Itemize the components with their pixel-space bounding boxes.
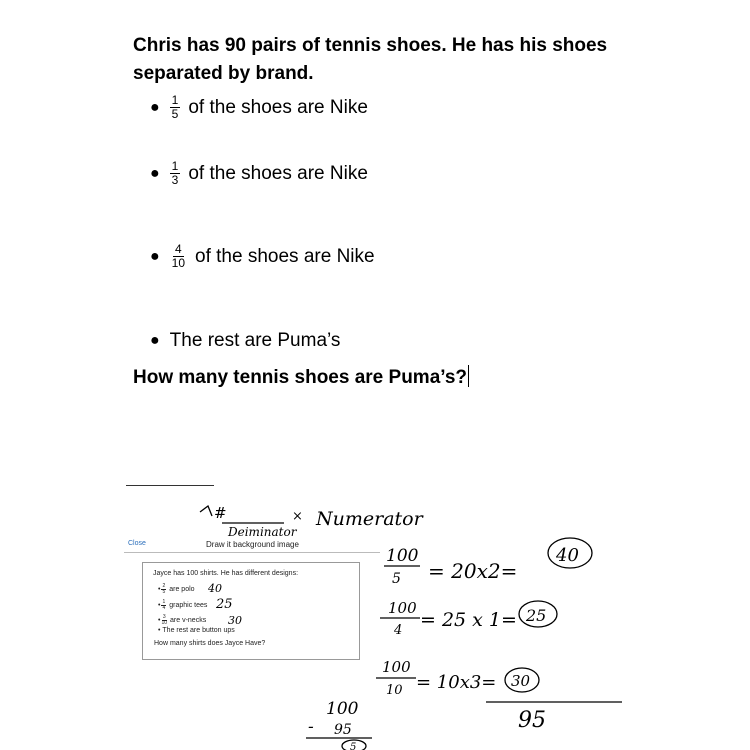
ink-answer: 30 (511, 672, 531, 690)
ink-answer: 40 (208, 582, 222, 595)
bullet-icon: • (158, 627, 161, 634)
ink-scribble (200, 506, 212, 516)
mini-title: Jayce has 100 shirts. He has different designs: (153, 570, 299, 577)
mini-question: How many shirts does Jayce Have? (154, 640, 266, 647)
problem-title: Chris has 90 pairs of tennis shoes. He has his shoes separated by brand. (133, 35, 608, 84)
fraction: $\frac{1}{3}$ (171, 159, 179, 187)
ink-denominator: 10 (386, 683, 403, 698)
fraction: 2 5 (162, 583, 166, 595)
question-text[interactable]: How many tennis shoes are Puma’s? (133, 367, 468, 388)
ink-equation: = 10x3= (416, 672, 497, 693)
bullet-icon: ● (150, 247, 160, 265)
ink-numerator: 100 (382, 658, 411, 676)
fraction: $\frac{4}{10}$ (171, 242, 186, 270)
item-text: of the shoes are Nike (195, 245, 375, 267)
ink-sub-top: 100 (326, 699, 359, 719)
ink-sub-result: 5 (350, 742, 357, 750)
fraction: 1 4 (162, 599, 166, 611)
ink-equation: = 20x2= (428, 559, 518, 583)
ink-sum: 95 (518, 708, 546, 733)
ink-equation: = 25 x 1= (420, 609, 517, 631)
ink-numerator: Numerator (316, 508, 423, 530)
bullet-icon: ● (150, 164, 160, 182)
bullet-icon: • (158, 586, 161, 593)
ink-denominator: Deiminator (228, 525, 297, 539)
ink-minus: - (308, 717, 314, 737)
ink-answer: 40 (556, 545, 579, 566)
fraction: 3 10 (161, 614, 168, 626)
ink-hash: # (214, 504, 227, 522)
mini-list-item: • 2 5 are polo (158, 583, 195, 595)
ink-numerator: 100 (388, 599, 417, 617)
ink-denominator: 4 (394, 623, 403, 638)
panel-title: Draw it background image (206, 540, 299, 549)
ink-sub-bottom: 95 (334, 722, 352, 738)
mini-list-item: • The rest are button ups (158, 627, 235, 634)
item-text: The rest are Puma’s (169, 330, 341, 351)
fraction: $\frac{1}{5}$ (171, 93, 179, 121)
item-text: of the shoes are Nike (188, 162, 368, 184)
ink-answer: 25 (526, 606, 547, 625)
bullet-icon: ● (150, 332, 160, 349)
ink-denominator: 5 (392, 571, 401, 587)
ink-answer: 30 (228, 614, 242, 627)
close-link[interactable]: Close (128, 540, 146, 547)
bullet-icon: • (158, 617, 161, 624)
ink-numerator: 100 (386, 546, 419, 566)
mini-list-item: • 1 4 graphic tees (158, 599, 208, 611)
bullet-icon: • (158, 602, 161, 609)
ink-answer: 25 (216, 597, 233, 612)
mini-list-item: • 3 10 are v-necks (158, 614, 207, 626)
ink-times: × (292, 509, 303, 524)
item-text: of the shoes are Nike (188, 96, 368, 118)
bullet-icon: ● (150, 98, 160, 116)
